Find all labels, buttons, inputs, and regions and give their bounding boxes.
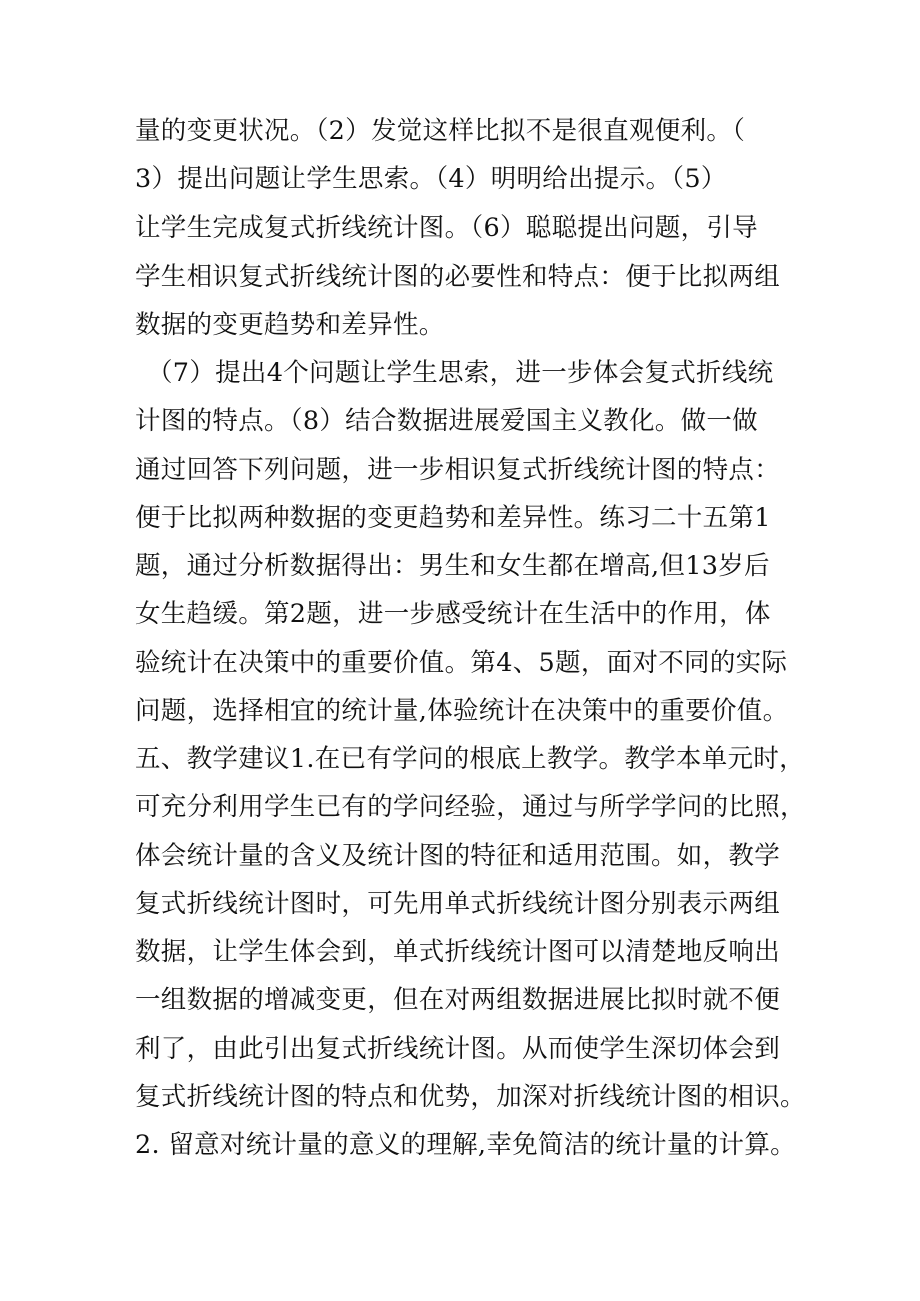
text-line: 数据的变更趋势和差异性。 bbox=[135, 310, 445, 340]
text-line: 一组数据的增减变更，但在对两组数据进展比拟时就不便 bbox=[135, 985, 781, 1015]
text-line: 女生趋缓。第2题，进一步感受统计在生活中的作用，体 bbox=[135, 599, 771, 629]
text-line: 2. 留意对统计量的意义的理解,幸免简洁的统计量的计算。 bbox=[135, 1130, 796, 1160]
text-line: 3）提出问题让学生思索。（4）明明给出提示。（5） bbox=[135, 164, 727, 194]
text-line: 数据，让学生体会到，单式折线统计图可以清楚地反响出 bbox=[135, 937, 781, 967]
text-line: 问题，选择相宜的统计量,体验统计在决策中的重要价值。 bbox=[135, 696, 789, 726]
text-line: 学生相识复式折线统计图的必要性和特点：便于比拟两组 bbox=[135, 262, 781, 292]
text-line: 通过回答下列问题，进一步相识复式折线统计图的特点： bbox=[135, 455, 781, 485]
text-line: 五、教学建议1.在已有学问的根底上教学。教学本单元时， bbox=[135, 744, 805, 774]
text-line: 利了，由此引出复式折线统计图。从而使学生深切体会到 bbox=[135, 1034, 781, 1064]
text-line: 体会统计量的含义及统计图的特征和适用范围。如，教学 bbox=[135, 841, 781, 871]
text-line: 复式折线统计图的特点和优势，加深对折线统计图的相识。 bbox=[135, 1082, 806, 1112]
text-line: 可充分利用学生已有的学问经验，通过与所学学问的比照， bbox=[135, 792, 806, 822]
text-line: 验统计在决策中的重要价值。第4、5题，面对不同的实际 bbox=[135, 648, 788, 678]
text-line: 题，通过分析数据得出：男生和女生都在增高,但13岁后 bbox=[135, 551, 770, 581]
text-line: （7）提出4个问题让学生思索，进一步体会复式折线统 bbox=[147, 358, 774, 388]
text-line: 计图的特点。（8）结合数据进展爱国主义教化。做一做 bbox=[135, 406, 758, 436]
text-line: 便于比拟两种数据的变更趋势和差异性。练习二十五第1 bbox=[135, 503, 771, 533]
text-line: 复式折线统计图时，可先用单式折线统计图分别表示两组 bbox=[135, 889, 781, 919]
text-line: 让学生完成复式折线统计图。（6）聪聪提出问题，引导 bbox=[135, 213, 758, 243]
text-line: 量的变更状况。（2）发觉这样比拟不是很直观便利。（ bbox=[135, 116, 746, 146]
